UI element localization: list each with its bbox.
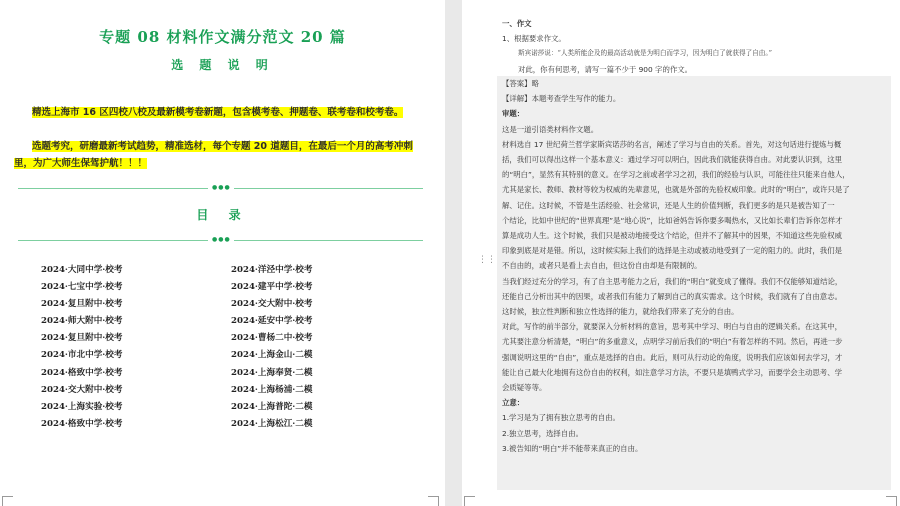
- analysis-line: 当我们经过充分的学习，有了自主思考能力之后，我们的“明白”就变成了懂得。我们不仅能够知道结论，: [502, 276, 843, 286]
- toc-item[interactable]: 2024·格致中学·校考: [41, 367, 123, 378]
- toc-item[interactable]: 2024·延安中学·校考: [231, 316, 313, 327]
- analysis-line: 尤其是家长、教师、教材等较为权威的先辈意见，也就是外部的先验权威印象。此时的“明白”，或许只是了: [502, 185, 850, 195]
- analysis-line: 括，我们可以得出这样一个基本意义：通过学习可以明白，因此我们就能获得自由。对此要认识到，这里: [502, 155, 842, 165]
- analysis-line: 能让自己最大化地拥有这份自由的权利，如注意学习方法，不要只是填鸭式学习，而要学会主动思考、学: [502, 367, 842, 377]
- prompt-text: 对此，你有何思考，请写一篇不少于 900 字的作文。: [518, 64, 693, 74]
- toc-item[interactable]: 2024·建平中学·校考: [231, 282, 313, 293]
- analysis-line: 会质疑等等。: [502, 383, 547, 393]
- toc-item[interactable]: 2024·上海杨浦·二模: [231, 384, 313, 395]
- analysis-line: 材料选自 17 世纪荷兰哲学家斯宾诺莎的名言，阐述了学习与自由的关系。首先，对这句话进行提炼与概: [502, 139, 842, 149]
- toc-item[interactable]: 2024·交大附中·校考: [231, 299, 313, 310]
- section-divider: ●●●: [18, 188, 423, 189]
- drag-handle-icon[interactable]: ⋮⋮: [478, 255, 496, 265]
- toc-item[interactable]: 2024·大同中学·校考: [41, 265, 123, 275]
- quote-text: 斯宾诺莎说：“人类所能企及的最高活动就是为明白而学习，因为明白了就获得了自由。”: [518, 49, 773, 58]
- toc-left-column: [41, 262, 122, 433]
- question-line: 1、根据要求作文。: [502, 34, 566, 44]
- analysis-line: 不自由的，或者只是看上去自由，但这份自由却是有限制的。: [502, 261, 702, 271]
- toc-item[interactable]: 2024·交大附中·校考: [41, 384, 123, 395]
- liyi-item: 2.独立思考，选择自由。: [502, 428, 583, 438]
- highlight-paragraph-2: 选题考究，研磨最新考试趋势，精准选材，每个专题 20 道题目，在最后一个月的高考冲刺里，为广大师生保驾护航！！！: [14, 141, 413, 169]
- answer-line: 【答案】略: [502, 79, 539, 88]
- analysis-line: 还能自己分析出其中的因果，或者我们有能力了解到自己的真实需求。这个时候，我们就有了自由意志。: [502, 291, 842, 301]
- toc-item[interactable]: 2024·复旦附中·校考: [41, 299, 123, 310]
- page-corner-mark: [886, 496, 897, 506]
- toc-item[interactable]: 2024·复旦附中·校考: [41, 333, 123, 344]
- toc-item[interactable]: 2024·七宝中学·校考: [41, 282, 123, 293]
- analysis-line: 尤其要注意分析清楚，“明白”的多重意义，点明学习前后我们的“明白”有着怎样的不同。然后，再进一步: [502, 337, 843, 347]
- selection-notes-heading: 选 题 说 明: [171, 58, 274, 72]
- analysis-line: 的“明白”，显然有其特别的意义。在学习之前或者学习之初，我们的经验与认识，可能往往只能来自他人，: [502, 170, 850, 180]
- shenti-label: 审题：: [502, 109, 525, 119]
- analysis-line: 强调说明这里的“自由”，重点是选择的自由。此后，则可从行动论的角度，说明我们应该如何去学习，才: [502, 352, 843, 362]
- page-corner-mark: [2, 496, 13, 506]
- left-document-page: [0, 0, 445, 506]
- toc-item[interactable]: 2024·洋泾中学·校考: [231, 265, 313, 275]
- page-corner-mark: [428, 496, 439, 506]
- toc-heading: 目 录: [196, 208, 249, 222]
- analysis-line: 个结论，比如中世纪的“世界真理”是“地心说”，比如爸妈告诉你要多喝热水，又比如长辈们告诉你怎样才: [502, 215, 843, 225]
- toc-right-column: [231, 262, 312, 433]
- shenti-intro: 这是一道引语类材料作文题。: [502, 124, 599, 134]
- toc-item[interactable]: 2024·曹杨二中·校考: [231, 333, 313, 344]
- liyi-item: 3.被告知的“明白”并不能带来真正的自由。: [502, 443, 643, 453]
- toc-item[interactable]: 2024·上海实验·校考: [41, 401, 123, 412]
- toc-item[interactable]: 2024·上海普陀·二模: [231, 401, 313, 412]
- toc-item[interactable]: 2024·上海奉贤·二模: [231, 367, 313, 378]
- highlight-paragraph-1: 精选上海市 16 区四校八校及最新模考卷新题，包含模考卷、押题卷、联考卷和校考卷。: [32, 107, 404, 118]
- page-gap: [446, 0, 461, 506]
- toc-item[interactable]: 2024·上海金山·二模: [231, 350, 313, 361]
- analysis-line: 对此，写作的前半部分，就要深入分析材料的意旨，思考其中学习、明白与自由的逻辑关系。在这其中，: [502, 322, 842, 332]
- liyi-item: 1.学习是为了拥有独立思考的自由。: [502, 413, 620, 423]
- toc-item[interactable]: 2024·格致中学·校考: [41, 418, 123, 429]
- analysis-line: 算是成功人生。这个时候，我们只是被动地接受这个结论，但并不了解其中的因果，不知道这些先验权威: [502, 231, 842, 241]
- analysis-line: 解、记住。这时候，不管是生活经验、社会常识，还是人生的价值判断，我们更多的是只是被告知了一: [502, 200, 835, 210]
- analysis-line: 这时候，独立性判断和独立性选择的能力，就给我们带来了充分的自由。: [502, 307, 739, 317]
- question-block: [502, 16, 890, 77]
- toc-item[interactable]: 2024·上海松江·二模: [231, 418, 313, 429]
- toc-item[interactable]: 2024·师大附中·校考: [41, 316, 123, 327]
- document-title: 专题 08 材料作文满分范文 20 篇: [99, 28, 346, 46]
- analysis-line: 印象到底是对是错。所以，这时候实际上我们的选择是主动或被动地受到了一定的阻力的。此时，我们是: [502, 246, 842, 256]
- toc-item[interactable]: 2024·市北中学·校考: [41, 350, 123, 361]
- section-divider: ●●●: [18, 240, 423, 241]
- answer-section: [502, 76, 890, 456]
- page-corner-mark: [464, 496, 475, 506]
- liyi-label: 立意：: [502, 398, 525, 408]
- detail-line: 【详解】本题考查学生写作的能力。: [502, 94, 621, 104]
- section-heading: 一、作文: [502, 19, 532, 28]
